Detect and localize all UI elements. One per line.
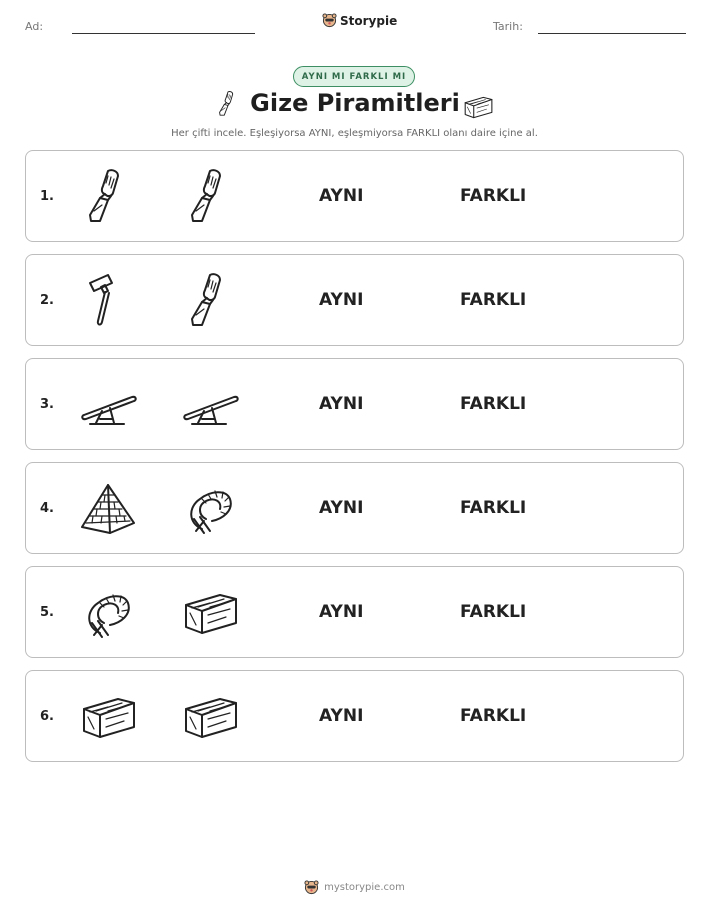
stone-block-icon [180, 583, 240, 643]
brand-name: Storypie [340, 13, 398, 28]
left-picture [78, 479, 138, 539]
same-option[interactable]: AYNI [319, 290, 364, 310]
question-number: 5. [40, 605, 54, 620]
different-option[interactable]: FARKLI [460, 706, 527, 726]
pyramid-icon [78, 479, 138, 539]
different-option[interactable]: FARKLI [460, 186, 527, 206]
mascot-icon [304, 880, 319, 895]
hammer-icon [78, 271, 138, 331]
right-picture [180, 167, 240, 227]
left-picture [78, 167, 138, 227]
left-picture [78, 687, 138, 747]
same-option[interactable]: AYNI [319, 394, 364, 414]
different-option[interactable]: FARKLI [460, 394, 527, 414]
different-option[interactable]: FARKLI [460, 498, 527, 518]
same-option[interactable]: AYNI [319, 186, 364, 206]
different-option[interactable]: FARKLI [460, 602, 527, 622]
left-picture [78, 375, 138, 435]
same-option[interactable]: AYNI [319, 498, 364, 518]
page-title: Gize Piramitleri [250, 89, 460, 117]
date-label: Tarih: [493, 20, 523, 33]
right-picture [180, 687, 240, 747]
activity-badge: AYNI MI FARKLI MI [293, 66, 415, 87]
instructions: Her çifti incele. Eşleşiyorsa AYNI, eşleşmiyorsa FARKLI olanı daire içine al. [171, 128, 538, 139]
lever-icon [78, 375, 138, 435]
chisel-icon [78, 167, 138, 227]
right-picture [180, 479, 240, 539]
footer-url[interactable]: mystorypie.com [324, 882, 405, 893]
question-number: 6. [40, 709, 54, 724]
stone-block-icon [180, 687, 240, 747]
name-label: Ad: [25, 20, 44, 33]
question-row [25, 462, 684, 554]
same-option[interactable]: AYNI [319, 602, 364, 622]
question-number: 2. [40, 293, 54, 308]
different-option[interactable]: FARKLI [460, 290, 527, 310]
left-picture [78, 583, 138, 643]
question-row [25, 254, 684, 346]
name-line[interactable] [72, 33, 255, 34]
question-row [25, 358, 684, 450]
question-number: 3. [40, 397, 54, 412]
right-picture [180, 271, 240, 331]
rope-icon [78, 583, 138, 643]
same-option[interactable]: AYNI [319, 706, 364, 726]
question-number: 1. [40, 189, 54, 204]
mascot-icon [322, 13, 337, 28]
chisel-icon [214, 90, 242, 118]
footer [0, 880, 709, 895]
rope-icon [180, 479, 240, 539]
right-picture [180, 583, 240, 643]
question-number: 4. [40, 501, 54, 516]
date-line[interactable] [538, 33, 686, 34]
chisel-icon [180, 271, 240, 331]
left-picture [78, 271, 138, 331]
stone-block-icon [78, 687, 138, 747]
stone-block-icon [462, 91, 494, 123]
question-row [25, 670, 684, 762]
question-row [25, 150, 684, 242]
chisel-icon [180, 167, 240, 227]
question-row [25, 566, 684, 658]
right-picture [180, 375, 240, 435]
brand-logo [322, 13, 397, 28]
lever-icon [180, 375, 240, 435]
